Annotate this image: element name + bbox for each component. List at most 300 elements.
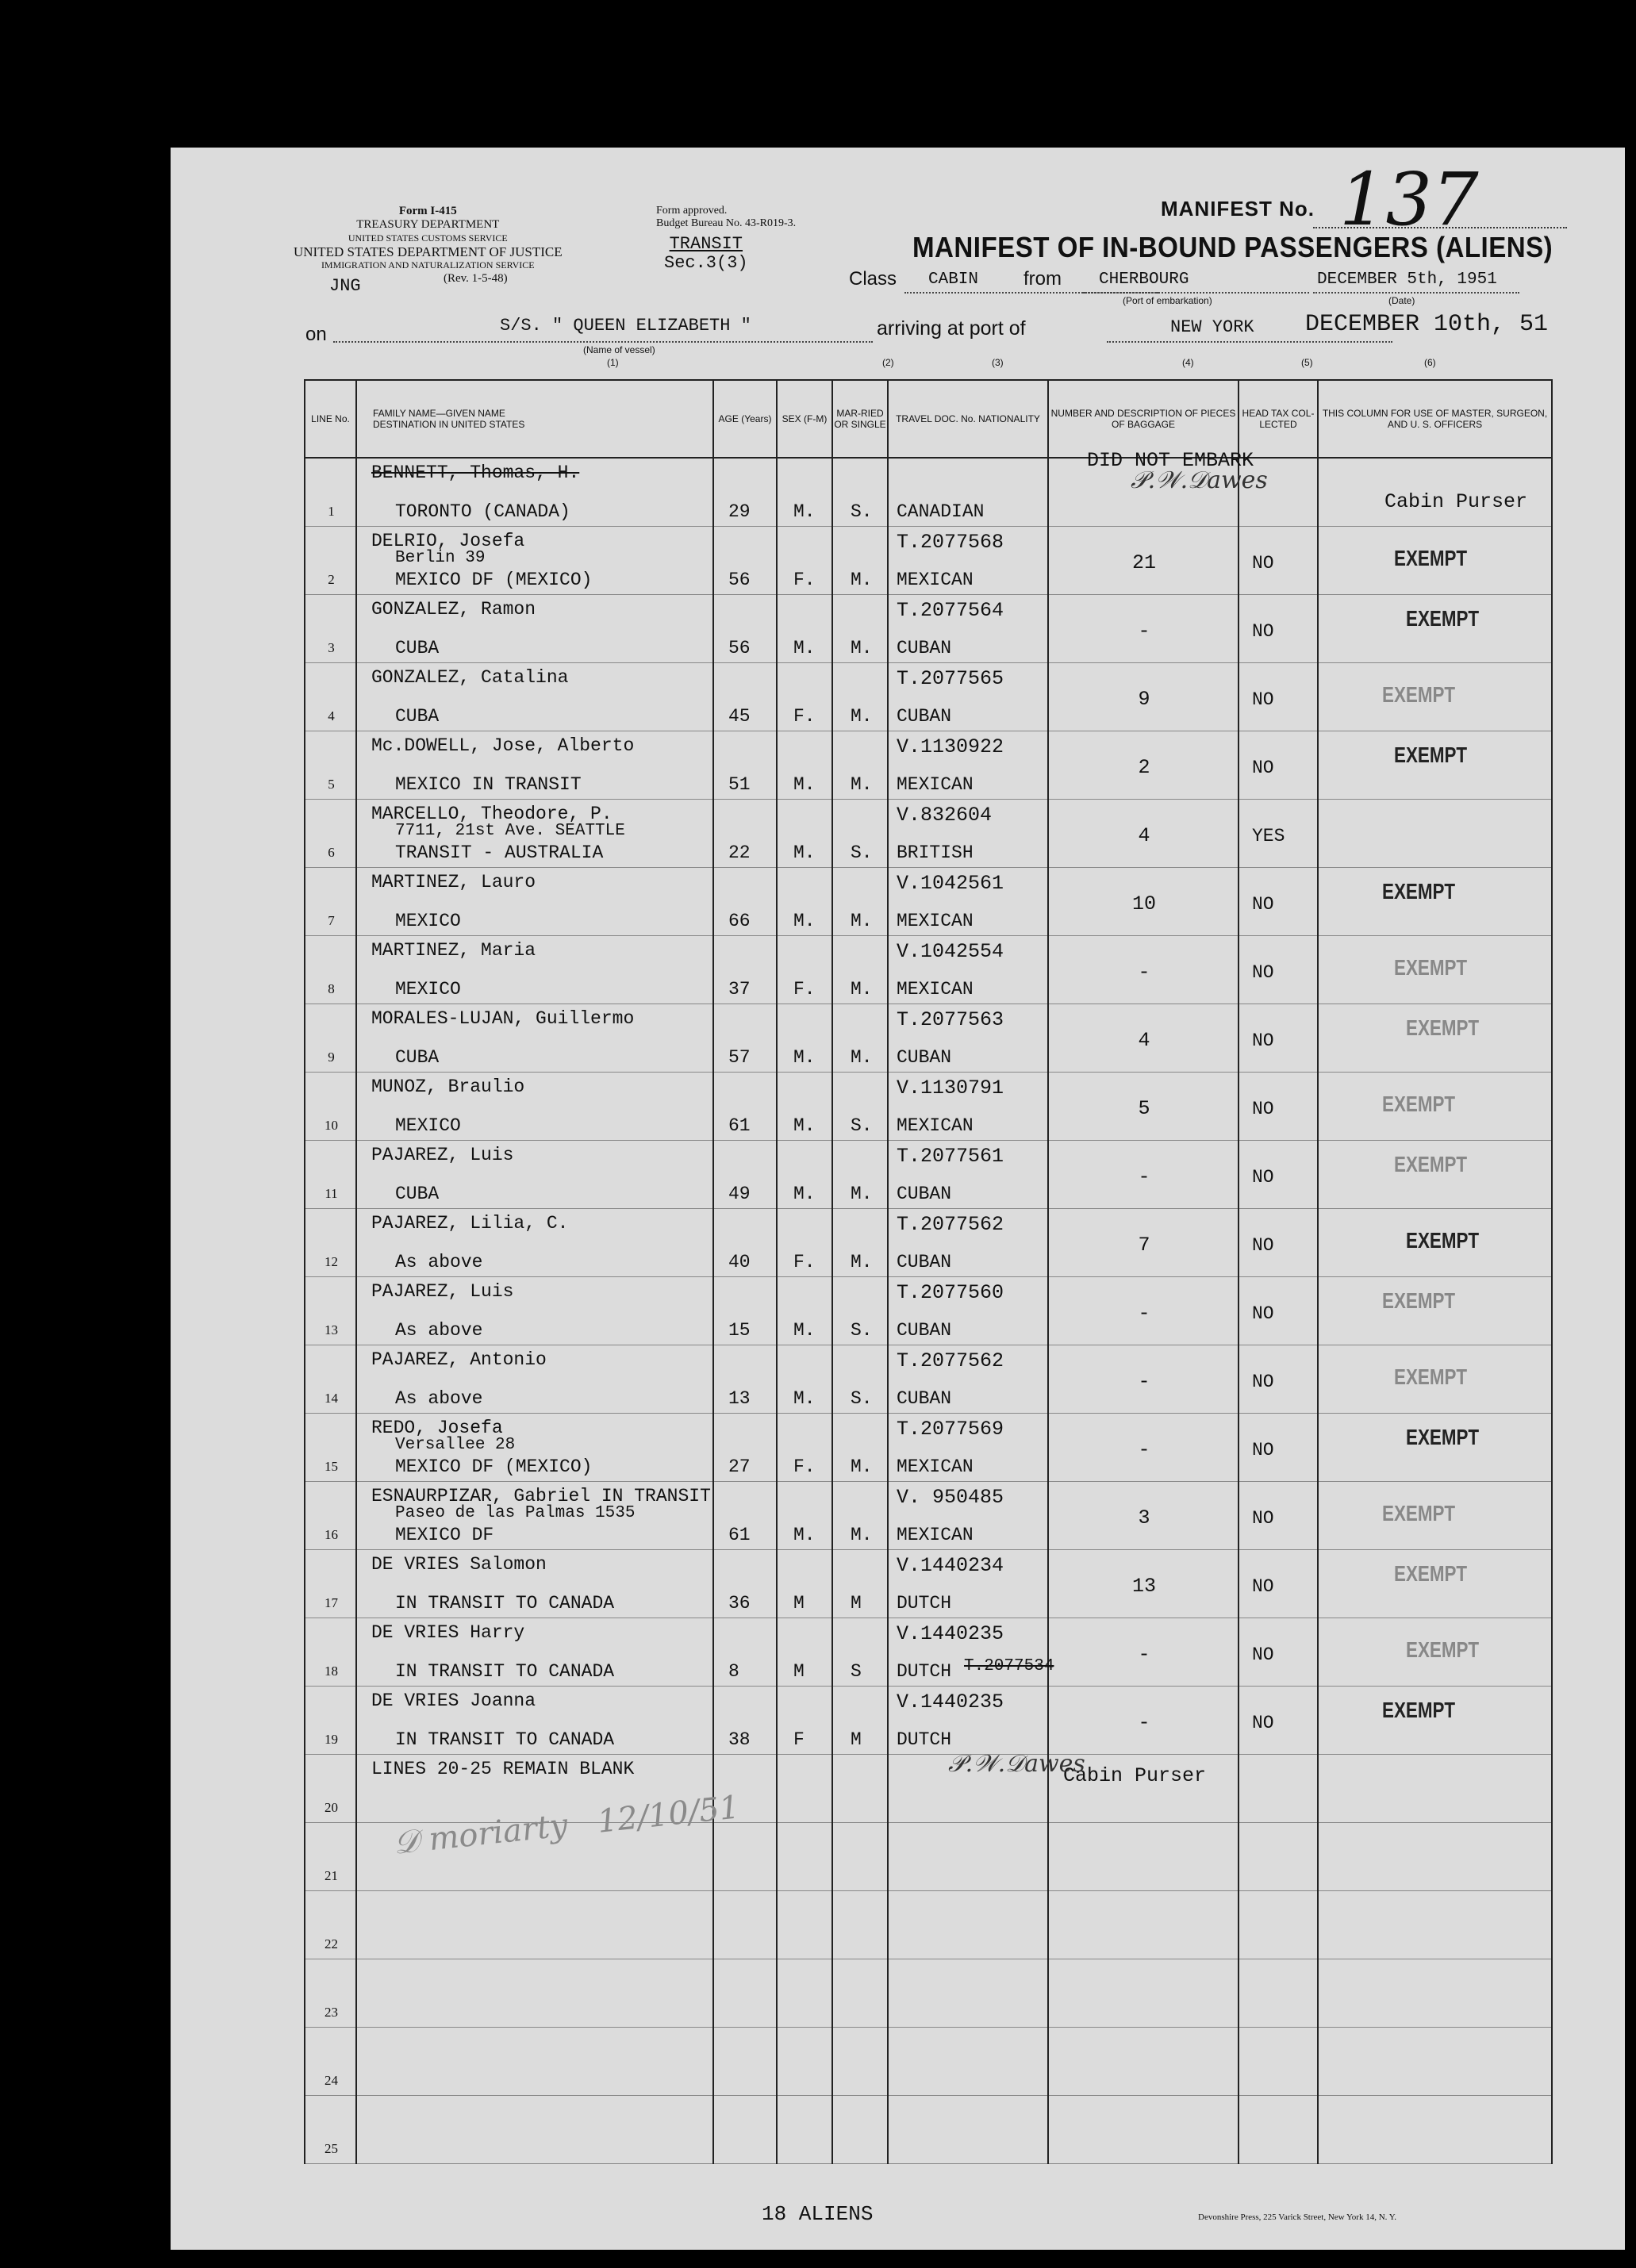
travel-doc-cell bbox=[888, 2096, 1048, 2164]
baggage-count: - bbox=[1138, 1165, 1150, 1188]
dept-justice: UNITED STATES DEPARTMENT OF JUSTICE bbox=[294, 244, 563, 259]
header-sex: SEX (F-M) bbox=[777, 380, 832, 458]
manifest-number-label: MANIFEST No. bbox=[1161, 197, 1315, 221]
sex-cell bbox=[777, 731, 832, 800]
baggage-cell bbox=[1048, 800, 1239, 868]
marital-cell bbox=[832, 1550, 888, 1618]
passenger-marital-status: M. bbox=[851, 570, 873, 590]
passenger-marital-status: M. bbox=[851, 1456, 873, 1477]
officer-use-cell bbox=[1318, 2028, 1552, 2096]
passenger-name: MARCELLO, Theodore, P. bbox=[371, 804, 613, 824]
exempt-stamp: EXEMPT bbox=[1394, 955, 1468, 980]
baggage-cell bbox=[1048, 1141, 1239, 1209]
nationality: CUBAN bbox=[897, 1388, 952, 1409]
vessel-name: S/S. " QUEEN ELIZABETH " bbox=[500, 316, 751, 336]
sex-cell bbox=[777, 1277, 832, 1345]
head-tax-cell bbox=[1239, 2028, 1318, 2096]
passenger-age: 40 bbox=[728, 1252, 751, 1272]
travel-doc-cell bbox=[888, 2028, 1048, 2096]
age-cell bbox=[713, 2028, 777, 2096]
nationality: CUBAN bbox=[897, 1320, 952, 1341]
age-cell bbox=[713, 1073, 777, 1141]
marital-cell bbox=[832, 1345, 888, 1414]
officer-use-cell bbox=[1318, 868, 1552, 936]
age-cell bbox=[713, 663, 777, 731]
baggage-cell bbox=[1048, 1345, 1239, 1414]
marital-cell bbox=[832, 2096, 888, 2164]
passenger-table bbox=[304, 379, 1553, 2164]
line-number: 19 bbox=[325, 1732, 338, 1747]
baggage-cell bbox=[1048, 2096, 1239, 2164]
revision: (Rev. 1-5-48) bbox=[443, 272, 508, 285]
name-cell bbox=[356, 527, 713, 595]
passenger-age: 61 bbox=[728, 1115, 751, 1136]
line-number: 11 bbox=[325, 1186, 338, 1201]
table-row bbox=[305, 731, 1552, 800]
passenger-age: 61 bbox=[728, 1525, 751, 1545]
table-row bbox=[305, 1687, 1552, 1755]
age-cell bbox=[713, 1414, 777, 1482]
marital-cell bbox=[832, 1823, 888, 1891]
age-cell bbox=[713, 936, 777, 1004]
marital-cell bbox=[832, 731, 888, 800]
passenger-age: 56 bbox=[728, 638, 751, 658]
marital-cell bbox=[832, 595, 888, 663]
table-row bbox=[305, 1209, 1552, 1277]
exempt-stamp: EXEMPT bbox=[1406, 1637, 1480, 1662]
baggage-count: - bbox=[1138, 1711, 1150, 1734]
printer-imprint: Devonshire Press, 225 Varick Street, New York 14, N. Y. bbox=[1198, 2212, 1397, 2222]
line-number: 23 bbox=[325, 2005, 338, 2020]
name-cell bbox=[356, 936, 713, 1004]
name-cell bbox=[356, 868, 713, 936]
sex-cell bbox=[777, 1755, 832, 1823]
baggage-count: 5 bbox=[1138, 1097, 1150, 1120]
line-number: 8 bbox=[328, 981, 335, 996]
age-cell bbox=[713, 458, 777, 527]
passenger-marital-status: S. bbox=[851, 842, 873, 863]
travel-doc-cell bbox=[888, 1004, 1048, 1073]
table-row bbox=[305, 1550, 1552, 1618]
name-cell bbox=[356, 1618, 713, 1687]
exempt-stamp: EXEMPT bbox=[1394, 1561, 1468, 1586]
passenger-marital-status: S. bbox=[851, 1320, 873, 1341]
passenger-sex: M. bbox=[793, 1525, 816, 1545]
sex-cell bbox=[777, 1004, 832, 1073]
line-number: 22 bbox=[325, 1936, 338, 1951]
passenger-name: GONZALEZ, Ramon bbox=[371, 599, 536, 620]
passenger-marital-status: M. bbox=[851, 774, 873, 795]
officer-use-cell bbox=[1318, 1141, 1552, 1209]
officer-use-cell bbox=[1318, 1345, 1552, 1414]
sex-cell bbox=[777, 663, 832, 731]
head-tax: NO bbox=[1252, 894, 1274, 915]
line-number bbox=[305, 1004, 356, 1073]
age-cell bbox=[713, 1004, 777, 1073]
marital-cell bbox=[832, 2028, 888, 2096]
passenger-name: PAJAREZ, Luis bbox=[371, 1281, 514, 1302]
passenger-destination: MEXICO bbox=[395, 911, 461, 931]
age-cell bbox=[713, 1345, 777, 1414]
nationality: CUBAN bbox=[897, 1184, 952, 1204]
travel-doc-cell bbox=[888, 1209, 1048, 1277]
passenger-name: GONZALEZ, Catalina bbox=[371, 667, 569, 688]
sex-cell bbox=[777, 1550, 832, 1618]
arrival-port-line bbox=[1107, 341, 1392, 343]
passenger-name: DE VRIES Joanna bbox=[371, 1690, 536, 1711]
passenger-sex: M. bbox=[793, 1320, 816, 1341]
nationality: MEXICAN bbox=[897, 979, 974, 1000]
travel-doc-cell bbox=[888, 1482, 1048, 1550]
baggage-cell bbox=[1048, 527, 1239, 595]
passenger-age: 15 bbox=[728, 1320, 751, 1341]
passenger-name: MARTINEZ, Lauro bbox=[371, 872, 536, 892]
line-number: 17 bbox=[325, 1595, 338, 1610]
baggage-cell bbox=[1048, 1482, 1239, 1550]
baggage-count: - bbox=[1138, 1302, 1150, 1325]
head-tax-cell bbox=[1239, 1141, 1318, 1209]
head-tax-cell bbox=[1239, 1277, 1318, 1345]
travel-document: T.2077563 bbox=[897, 1008, 1004, 1031]
baggage-count: 13 bbox=[1131, 1575, 1156, 1598]
passenger-name: BENNETT, Thomas, H. bbox=[371, 462, 580, 483]
passenger-destination: CUBA bbox=[395, 1184, 440, 1204]
name-cell bbox=[356, 1004, 713, 1073]
officer-use-cell bbox=[1318, 1073, 1552, 1141]
head-tax-cell bbox=[1239, 527, 1318, 595]
passenger-sex: M. bbox=[793, 911, 816, 931]
passenger-destination: IN TRANSIT TO CANADA bbox=[395, 1729, 615, 1750]
line-number bbox=[305, 595, 356, 663]
passenger-age: 51 bbox=[728, 774, 751, 795]
head-tax-cell bbox=[1239, 1073, 1318, 1141]
vessel-line bbox=[333, 341, 873, 343]
travel-doc-cell bbox=[888, 1277, 1048, 1345]
marital-cell bbox=[832, 1482, 888, 1550]
line-number bbox=[305, 458, 356, 527]
travel-document: V.1440235 bbox=[897, 1690, 1004, 1713]
travel-document: T.2077560 bbox=[897, 1281, 1004, 1304]
passenger-destination: TORONTO (CANADA) bbox=[395, 501, 570, 522]
col-number-3: (3) bbox=[992, 357, 1004, 368]
passenger-sex: M. bbox=[793, 842, 816, 863]
baggage-cell bbox=[1048, 1618, 1239, 1687]
exempt-stamp: EXEMPT bbox=[1394, 743, 1468, 767]
exempt-stamp: EXEMPT bbox=[1394, 1152, 1468, 1176]
travel-doc-cell bbox=[888, 458, 1048, 527]
exempt-stamp: EXEMPT bbox=[1406, 606, 1480, 631]
marital-cell bbox=[832, 1959, 888, 2028]
passenger-marital-status: M. bbox=[851, 911, 873, 931]
age-cell bbox=[713, 731, 777, 800]
name-cell bbox=[356, 1073, 713, 1141]
officer-use-cell bbox=[1318, 1891, 1552, 1959]
marital-cell bbox=[832, 458, 888, 527]
passenger-age: 45 bbox=[728, 706, 751, 727]
baggage-cell bbox=[1048, 1687, 1239, 1755]
passenger-sex: F. bbox=[793, 570, 816, 590]
passenger-age: 36 bbox=[728, 1593, 751, 1614]
age-cell bbox=[713, 1891, 777, 1959]
name-cell bbox=[356, 458, 713, 527]
passenger-destination: CUBA bbox=[395, 706, 440, 727]
line-number: 20 bbox=[325, 1800, 338, 1815]
passenger-sex: F bbox=[793, 1729, 805, 1750]
line-number bbox=[305, 1823, 356, 1891]
officer-use-cell bbox=[1318, 527, 1552, 595]
line-number: 21 bbox=[325, 1868, 338, 1883]
manifest-number-line bbox=[1313, 227, 1567, 228]
from-line bbox=[1083, 292, 1309, 294]
passenger-age: 22 bbox=[728, 842, 751, 863]
travel-document: T.2077561 bbox=[897, 1145, 1004, 1168]
marital-cell bbox=[832, 1618, 888, 1687]
budget-approval bbox=[656, 205, 796, 230]
line-number: 7 bbox=[328, 913, 335, 928]
sex-cell bbox=[777, 1618, 832, 1687]
age-cell bbox=[713, 595, 777, 663]
head-tax-cell bbox=[1239, 1687, 1318, 1755]
table-row bbox=[305, 800, 1552, 868]
passenger-marital-status: M. bbox=[851, 1047, 873, 1068]
head-tax: NO bbox=[1252, 1372, 1274, 1392]
head-tax-cell bbox=[1239, 1755, 1318, 1823]
marital-cell bbox=[832, 1141, 888, 1209]
nationality: MEXICAN bbox=[897, 1456, 974, 1477]
travel-doc-cell bbox=[888, 595, 1048, 663]
line-number: 3 bbox=[328, 640, 335, 655]
transit-label: TRANSIT bbox=[669, 234, 743, 254]
passenger-sex: M. bbox=[793, 1115, 816, 1136]
age-cell bbox=[713, 1550, 777, 1618]
passenger-age: 56 bbox=[728, 570, 751, 590]
did-not-embark-note: DID NOT EMBARK bbox=[1087, 449, 1254, 472]
head-tax-cell bbox=[1239, 731, 1318, 800]
line-number: 6 bbox=[328, 845, 335, 860]
nationality: DUTCH bbox=[897, 1593, 952, 1614]
baggage-cell bbox=[1048, 731, 1239, 800]
passenger-destination: IN TRANSIT TO CANADA bbox=[395, 1661, 615, 1682]
baggage-cell bbox=[1048, 1550, 1239, 1618]
line-number: 15 bbox=[325, 1459, 338, 1474]
age-cell bbox=[713, 1209, 777, 1277]
passenger-destination: As above bbox=[395, 1252, 483, 1272]
head-tax: NO bbox=[1252, 689, 1274, 710]
travel-doc-cell bbox=[888, 1550, 1048, 1618]
passenger-marital-status: S. bbox=[851, 1115, 873, 1136]
embarkation-port: CHERBOURG bbox=[1099, 271, 1189, 289]
col-number-1: (1) bbox=[607, 357, 619, 368]
passenger-marital-status: S. bbox=[851, 1388, 873, 1409]
travel-doc-cell bbox=[888, 663, 1048, 731]
header-age: AGE (Years) bbox=[713, 380, 777, 458]
nationality: CANADIAN bbox=[897, 501, 985, 522]
passenger-destination: MEXICO IN TRANSIT bbox=[395, 774, 582, 795]
sex-cell bbox=[777, 1823, 832, 1891]
baggage-count: - bbox=[1138, 620, 1150, 643]
name-cell bbox=[356, 1345, 713, 1414]
exempt-stamp: EXEMPT bbox=[1394, 546, 1468, 570]
passenger-age: 13 bbox=[728, 1388, 751, 1409]
sex-cell bbox=[777, 1141, 832, 1209]
nationality: MEXICAN bbox=[897, 570, 974, 590]
passenger-destination: MEXICO DF (MEXICO) bbox=[395, 570, 593, 590]
passenger-destination: As above bbox=[395, 1388, 483, 1409]
table-row bbox=[305, 1141, 1552, 1209]
passenger-age: 27 bbox=[728, 1456, 751, 1477]
line-number bbox=[305, 936, 356, 1004]
passenger-marital-status: M. bbox=[851, 1252, 873, 1272]
passenger-destination: CUBA bbox=[395, 1047, 440, 1068]
officer-use-cell bbox=[1318, 663, 1552, 731]
sex-cell bbox=[777, 868, 832, 936]
table-row bbox=[305, 1618, 1552, 1687]
table-row bbox=[305, 663, 1552, 731]
travel-document: V.1042554 bbox=[897, 940, 1004, 963]
line-number bbox=[305, 527, 356, 595]
marital-cell bbox=[832, 868, 888, 936]
date-line bbox=[1313, 292, 1519, 294]
baggage-count: 9 bbox=[1138, 688, 1150, 711]
passenger-marital-status: M bbox=[851, 1593, 862, 1614]
head-tax: NO bbox=[1252, 621, 1274, 642]
name-cell bbox=[356, 595, 713, 663]
service-name: UNITED STATES CUSTOMS SERVICE bbox=[348, 232, 508, 244]
name-cell bbox=[356, 731, 713, 800]
manifest-number: 137 bbox=[1339, 157, 1479, 242]
passenger-age: 57 bbox=[728, 1047, 751, 1068]
marital-cell bbox=[832, 1891, 888, 1959]
name-cell bbox=[356, 2096, 713, 2164]
head-tax-cell bbox=[1239, 868, 1318, 936]
marital-cell bbox=[832, 1209, 888, 1277]
passenger-destination: MEXICO DF bbox=[395, 1525, 494, 1545]
exempt-stamp: EXEMPT bbox=[1382, 682, 1456, 707]
head-tax: NO bbox=[1252, 553, 1274, 574]
nationality: CUBAN bbox=[897, 1047, 952, 1068]
marital-cell bbox=[832, 1755, 888, 1823]
age-cell bbox=[713, 1823, 777, 1891]
head-tax-cell bbox=[1239, 1482, 1318, 1550]
baggage-cell bbox=[1048, 1959, 1239, 2028]
line-number bbox=[305, 1550, 356, 1618]
officer-use-cell bbox=[1318, 936, 1552, 1004]
line-number bbox=[305, 731, 356, 800]
age-cell bbox=[713, 868, 777, 936]
head-tax-cell bbox=[1239, 1414, 1318, 1482]
nationality: CUBAN bbox=[897, 638, 952, 658]
exempt-stamp: EXEMPT bbox=[1382, 1288, 1456, 1313]
line-number: 5 bbox=[328, 777, 335, 792]
officer-use-cell bbox=[1318, 1482, 1552, 1550]
passenger-sex: M. bbox=[793, 1184, 816, 1204]
cabin-purser-note-2: Cabin Purser bbox=[1063, 1764, 1207, 1787]
name-cell bbox=[356, 1209, 713, 1277]
line-number: 16 bbox=[325, 1527, 338, 1542]
head-tax: NO bbox=[1252, 1167, 1274, 1188]
exempt-stamp: EXEMPT bbox=[1406, 1015, 1480, 1040]
baggage-count: 2 bbox=[1138, 756, 1150, 779]
exempt-stamp: EXEMPT bbox=[1382, 1501, 1456, 1525]
head-tax-cell bbox=[1239, 1209, 1318, 1277]
passenger-age: 66 bbox=[728, 911, 751, 931]
passenger-destination: CUBA bbox=[395, 638, 440, 658]
passenger-name: REDO, Josefa bbox=[371, 1418, 503, 1438]
travel-doc-cell bbox=[888, 1073, 1048, 1141]
passenger-sex: F. bbox=[793, 706, 816, 727]
officer-use-cell bbox=[1318, 1823, 1552, 1891]
travel-document: T.2077562 bbox=[897, 1213, 1004, 1236]
travel-doc-cell bbox=[888, 1959, 1048, 2028]
line-number: 12 bbox=[325, 1254, 338, 1269]
line-number bbox=[305, 1141, 356, 1209]
baggage-cell bbox=[1048, 1277, 1239, 1345]
travel-document: T.2077564 bbox=[897, 599, 1004, 622]
travel-document: T.2077568 bbox=[897, 531, 1004, 554]
officer-use-cell bbox=[1318, 1414, 1552, 1482]
officer-use-cell bbox=[1318, 800, 1552, 868]
form-identifiers bbox=[294, 205, 563, 286]
sex-cell bbox=[777, 936, 832, 1004]
table-row bbox=[305, 1073, 1552, 1141]
officer-use-cell bbox=[1318, 1687, 1552, 1755]
travel-doc-cell bbox=[888, 1823, 1048, 1891]
passenger-destination: MEXICO bbox=[395, 979, 461, 1000]
baggage-cell bbox=[1048, 1073, 1239, 1141]
baggage-cell bbox=[1048, 1004, 1239, 1073]
passenger-marital-status: M. bbox=[851, 706, 873, 727]
sex-cell bbox=[777, 1414, 832, 1482]
exempt-stamp: EXEMPT bbox=[1382, 1092, 1456, 1116]
baggage-cell bbox=[1048, 1209, 1239, 1277]
officer-use-cell bbox=[1318, 1618, 1552, 1687]
table-row bbox=[305, 1004, 1552, 1073]
passenger-sex: M. bbox=[793, 638, 816, 658]
head-tax: NO bbox=[1252, 1099, 1274, 1119]
travel-document: T.2077565 bbox=[897, 667, 1004, 690]
passenger-age: 29 bbox=[728, 501, 751, 522]
line-number: 14 bbox=[325, 1391, 338, 1406]
total-aliens: 18 ALIENS bbox=[762, 2202, 874, 2226]
passenger-name: MARTINEZ, Maria bbox=[371, 940, 536, 961]
line-number: 25 bbox=[325, 2141, 338, 2156]
sex-cell bbox=[777, 595, 832, 663]
travel-doc-cell bbox=[888, 731, 1048, 800]
officer-signature: 𝒟 moriarty 12/10/51 bbox=[391, 1789, 742, 1862]
approved-label: Form approved. bbox=[656, 205, 728, 217]
col-number-4: (4) bbox=[1182, 357, 1194, 368]
passenger-address: Berlin 39 bbox=[395, 549, 486, 567]
travel-document: V.1440234 bbox=[897, 1554, 1004, 1577]
head-tax-cell bbox=[1239, 936, 1318, 1004]
table-row bbox=[305, 1345, 1552, 1414]
col-number-5: (5) bbox=[1301, 357, 1313, 368]
passenger-name: LINES 20-25 REMAIN BLANK bbox=[371, 1759, 635, 1779]
sex-cell bbox=[777, 1891, 832, 1959]
travel-doc-cell bbox=[888, 1141, 1048, 1209]
travel-document: V.1130791 bbox=[897, 1076, 1004, 1099]
passenger-marital-status: S bbox=[851, 1661, 862, 1682]
nationality: MEXICAN bbox=[897, 911, 974, 931]
nationality: DUTCH bbox=[897, 1661, 952, 1682]
baggage-count: - bbox=[1138, 1643, 1150, 1666]
passenger-name: PAJAREZ, Antonio bbox=[371, 1349, 547, 1370]
from-label: from bbox=[1023, 268, 1062, 290]
line-number bbox=[305, 1959, 356, 2028]
sex-cell bbox=[777, 1209, 832, 1277]
vessel-caption: (Name of vessel) bbox=[583, 344, 655, 355]
passenger-name: ESNAURPIZAR, Gabriel IN TRANSIT bbox=[371, 1486, 711, 1506]
